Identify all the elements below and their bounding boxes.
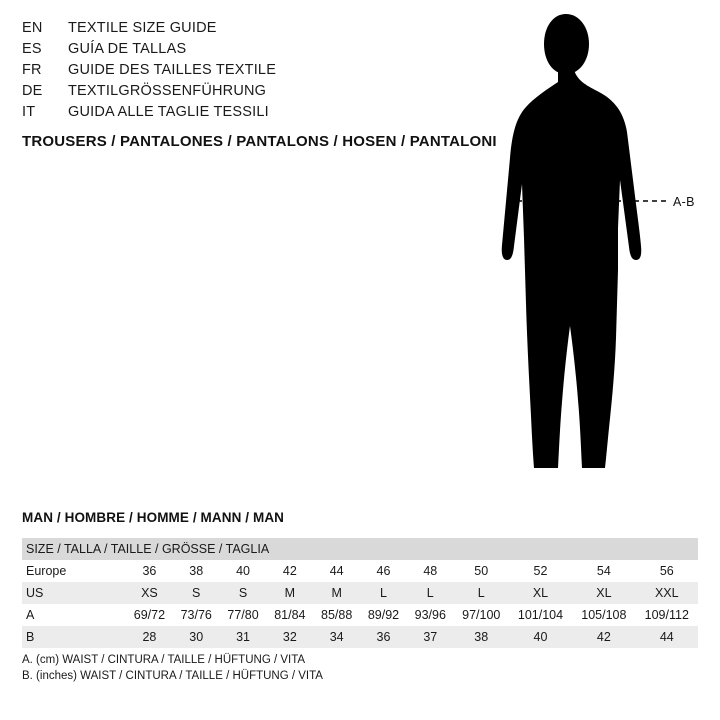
table-row: [22, 604, 698, 626]
language-row: [22, 41, 492, 62]
footnote-a: A. (cm) WAIST / CINTURA / TAILLE / HÜFTUNG / VITA: [22, 654, 306, 666]
language-row: [22, 62, 492, 83]
table-row: [22, 560, 698, 582]
cell: XXL: [636, 582, 698, 604]
table-header-label: SIZE / TALLA / TAILLE / GRÖSSE / TAGLIA: [22, 538, 698, 560]
cell: 56: [636, 560, 698, 582]
row-label: US: [22, 582, 126, 604]
cell: 97/100: [454, 604, 509, 626]
cell: 28: [126, 626, 173, 648]
cell: 54: [572, 560, 635, 582]
cell: 101/104: [509, 604, 572, 626]
table-row: [22, 626, 698, 648]
cell: XL: [572, 582, 635, 604]
language-row: [22, 104, 492, 125]
cell: 50: [454, 560, 509, 582]
cell: 89/92: [360, 604, 407, 626]
row-label: Europe: [22, 560, 126, 582]
cell: 40: [220, 560, 267, 582]
cell: 81/84: [266, 604, 313, 626]
cell: 40: [509, 626, 572, 648]
man-silhouette-icon: [470, 8, 720, 488]
language-text: GUIDA ALLE TAGLIE TESSILI: [68, 104, 269, 120]
cell: 32: [266, 626, 313, 648]
language-code: IT: [22, 104, 36, 120]
language-text: GUIDE DES TAILLES TEXTILE: [68, 62, 277, 78]
cell: 93/96: [407, 604, 454, 626]
language-text: TEXTILGRÖSSENFÜHRUNG: [68, 83, 267, 99]
figure-container: [470, 8, 720, 488]
language-text: GUÍA DE TALLAS: [68, 41, 187, 57]
language-code: EN: [22, 20, 43, 36]
cell: 44: [313, 560, 360, 582]
table-row: [22, 582, 698, 604]
language-text: TEXTILE SIZE GUIDE: [68, 20, 217, 36]
row-label: B: [22, 626, 126, 648]
cell: S: [173, 582, 220, 604]
cell: 42: [572, 626, 635, 648]
cell: 85/88: [313, 604, 360, 626]
cell: 73/76: [173, 604, 220, 626]
cell: XL: [509, 582, 572, 604]
cell: M: [313, 582, 360, 604]
language-code: ES: [22, 41, 42, 57]
table-caption: MAN / HOMBRE / HOMME / MANN / MAN: [22, 510, 285, 525]
cell: L: [407, 582, 454, 604]
footnote-b: B. (inches) WAIST / CINTURA / TAILLE / HÜFTUNG / VITA: [22, 670, 323, 682]
cell: S: [220, 582, 267, 604]
cell: 46: [360, 560, 407, 582]
cell: L: [454, 582, 509, 604]
cell: 105/108: [572, 604, 635, 626]
cell: 38: [173, 560, 220, 582]
cell: 34: [313, 626, 360, 648]
cell: 36: [360, 626, 407, 648]
cell: 109/112: [636, 604, 698, 626]
size-table: [22, 538, 698, 648]
language-code: DE: [22, 83, 43, 99]
garment-type-title: TROUSERS / PANTALONES / PANTALONS / HOSEN / PANTALONI: [22, 133, 497, 150]
measure-label-ab: A-B: [673, 195, 695, 209]
cell: 30: [173, 626, 220, 648]
table-header-row: [22, 538, 698, 560]
cell: L: [360, 582, 407, 604]
cell: 77/80: [220, 604, 267, 626]
cell: 48: [407, 560, 454, 582]
cell: 31: [220, 626, 267, 648]
cell: XS: [126, 582, 173, 604]
cell: 69/72: [126, 604, 173, 626]
cell: 44: [636, 626, 698, 648]
cell: 52: [509, 560, 572, 582]
cell: 38: [454, 626, 509, 648]
footnotes: [22, 652, 323, 684]
language-list: [22, 20, 492, 125]
cell: M: [266, 582, 313, 604]
cell: 42: [266, 560, 313, 582]
language-code: FR: [22, 62, 42, 78]
language-row: [22, 20, 492, 41]
cell: 37: [407, 626, 454, 648]
language-row: [22, 83, 492, 104]
cell: 36: [126, 560, 173, 582]
row-label: A: [22, 604, 126, 626]
